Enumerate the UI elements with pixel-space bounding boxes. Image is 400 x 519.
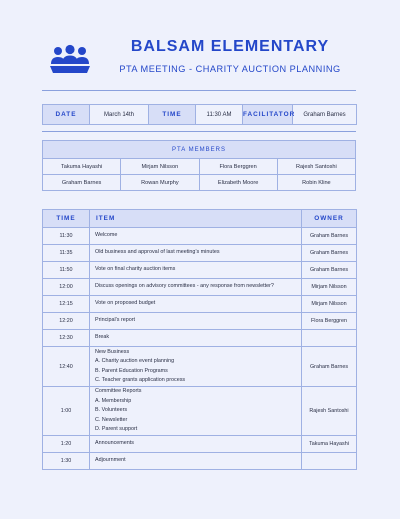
agenda-item-line: D. Parent support — [95, 426, 138, 432]
table-row — [43, 330, 357, 347]
agenda-item-line: Adjournment — [95, 456, 126, 463]
member-name: Rowan Murphy — [121, 175, 199, 191]
agenda-time: 11:30 — [43, 228, 90, 245]
agenda-item — [90, 245, 302, 262]
agenda-item — [90, 435, 302, 452]
agenda-time: 11:50 — [43, 262, 90, 279]
table-row — [43, 435, 357, 452]
agenda-owner — [302, 330, 357, 347]
agenda-item-line: Vote on proposed budget — [95, 300, 156, 307]
member-name: Elizabeth Moore — [199, 175, 277, 191]
agenda-item — [90, 313, 302, 330]
table-row — [43, 387, 357, 436]
agenda-time: 12:20 — [43, 313, 90, 330]
group-people-icon — [49, 44, 91, 74]
member-name: Mirjam Nilsson — [121, 159, 199, 175]
time-value: 11:30 AM — [196, 105, 243, 125]
agenda-owner — [302, 452, 357, 469]
agenda-item — [90, 452, 302, 469]
facilitator-value: Graham Barnes — [293, 105, 357, 125]
table-row — [43, 452, 357, 469]
agenda-item-line: C. Teacher grants application process — [95, 377, 186, 383]
agenda-owner: Takuma Hayashi — [302, 435, 357, 452]
agenda-item-line: B. Volunteers — [95, 407, 128, 413]
divider-top — [42, 90, 356, 91]
agenda-item-line: Welcome — [95, 232, 118, 239]
agenda-item — [90, 228, 302, 245]
member-name: Takuma Hayashi — [43, 159, 121, 175]
table-row — [43, 262, 357, 279]
time-label: TIME — [149, 105, 196, 125]
agenda-item-line: Old business and approval of last meeting’s minutes — [95, 249, 220, 256]
divider-mid — [42, 131, 356, 132]
page-subtitle: PTA MEETING - CHARITY AUCTION PLANNING — [119, 64, 341, 74]
agenda-time: 12:15 — [43, 296, 90, 313]
agenda-owner: Flora Berggren — [302, 313, 357, 330]
agenda-time: 11:35 — [43, 245, 90, 262]
agenda-item — [90, 330, 302, 347]
table-row — [43, 228, 357, 245]
agenda-time-header: TIME — [43, 210, 90, 228]
table-row — [43, 279, 357, 296]
agenda-item — [90, 262, 302, 279]
agenda-time: 1:20 — [43, 435, 90, 452]
agenda-owner-header: OWNER — [302, 210, 357, 228]
agenda-item-line: Principal’s report — [95, 317, 136, 324]
agenda-item-line: A. Membership — [95, 397, 132, 404]
agenda-item-line: Committee Reports — [95, 388, 142, 394]
agenda-item-line: B. Parent Education Programs — [95, 367, 168, 374]
agenda-item-line: Vote on final charity auction items — [95, 266, 176, 273]
date-value: March 14th — [90, 105, 149, 125]
table-row — [43, 245, 357, 262]
agenda-time: 1:00 — [43, 387, 90, 436]
table-row — [43, 159, 356, 175]
agenda-item-line: C. Newsletter — [95, 416, 128, 423]
member-name: Robin Kline — [277, 175, 355, 191]
agenda-time: 1:30 — [43, 452, 90, 469]
members-heading: PTA MEMBERS — [43, 141, 356, 159]
agenda-time: 12:40 — [43, 347, 90, 387]
agenda-item-line: A. Charity auction event planning — [95, 358, 175, 364]
agenda-time: 12:30 — [43, 330, 90, 347]
agenda-table — [42, 209, 357, 470]
document-header — [0, 0, 400, 100]
agenda-item — [90, 347, 302, 387]
agenda-owner: Graham Barnes — [302, 228, 357, 245]
agenda-owner: Mirjam Nilsson — [302, 279, 357, 296]
agenda-item-line: New Business — [95, 348, 130, 355]
date-label: DATE — [43, 105, 90, 125]
agenda-item-line: Discuss openings on advisory committees - any response from newsletter? — [95, 283, 274, 290]
agenda-item-header: ITEM — [90, 210, 302, 228]
facilitator-label: FACILITATOR — [243, 105, 293, 125]
member-name: Graham Barnes — [43, 175, 121, 191]
agenda-item-line: Break — [95, 334, 110, 341]
page-title: BALSAM ELEMENTARY — [130, 38, 330, 55]
table-row — [43, 313, 357, 330]
agenda-owner: Graham Barnes — [302, 245, 357, 262]
agenda-owner: Graham Barnes — [302, 347, 357, 387]
agenda-item — [90, 296, 302, 313]
member-name: Rajesh Santoshi — [277, 159, 355, 175]
agenda-owner: Mirjam Nilsson — [302, 296, 357, 313]
agenda-item — [90, 279, 302, 296]
members-table — [42, 140, 356, 191]
agenda-time: 12:00 — [43, 279, 90, 296]
meeting-info-table — [42, 104, 357, 125]
agenda-owner: Rajesh Santoshi — [302, 387, 357, 436]
table-row — [43, 347, 357, 387]
agenda-item-line: Announcements — [95, 439, 134, 446]
agenda-item — [90, 387, 302, 436]
table-row — [43, 175, 356, 191]
agenda-owner: Graham Barnes — [302, 262, 357, 279]
member-name: Flora Berggren — [199, 159, 277, 175]
table-row — [43, 296, 357, 313]
